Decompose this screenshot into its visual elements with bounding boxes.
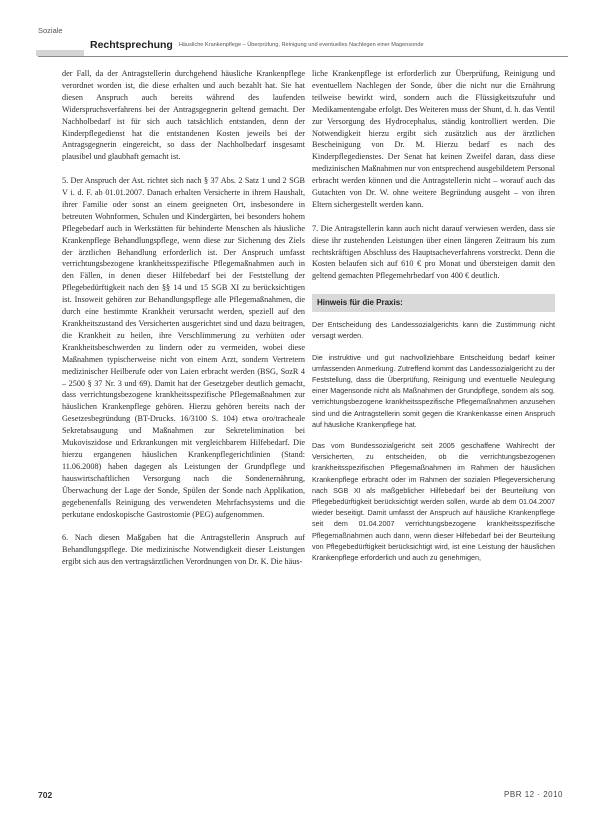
note-paragraph: Der Entscheidung des Landessozialgerichts kann die Zustimmung nicht versagt werden. xyxy=(312,320,555,341)
practice-note-body xyxy=(312,312,555,563)
paragraph: 7. Die Antragstellerin kann auch nicht darauf verwiesen werden, dass sie diese ihr zustehenden Leistungen über einen längeren Zeitraum bis zum rechtskräftigen Abschluss des Hauptsacheverfahrens vorstreckt. Denn die Kosten belaufen sich auf 610 € pro Monat und übersteigen damit den geltend gemachten Pflegemehrbedarf von 400 € deutlich. xyxy=(312,223,555,281)
page-number: 702 xyxy=(38,790,53,800)
paragraph: der Fall, da der Antragstellerin durchgehend häusliche Krankenpflege verordnet worden ist, die diese erhalten und auch bezahlt hat. Sie hat diesen Anspruch auch bereits während des laufenden Widerspruchsverfahrens bei der Antragsgegnerin geltend gemacht. Der Nachholbedarf ist für sich auch tatsächlich entstanden, denn der Kinderpflegedienst hat die entstandenen Kosten jeweils bei der Antragsgegnerin eingereicht, so dass der Nachholbedarf insgesamt plausibel und glaubhaft gemacht ist. xyxy=(62,69,305,162)
section-label: Soziale xyxy=(38,26,63,35)
practice-note-box xyxy=(312,294,555,563)
paragraph: 5. Der Anspruch der Ast. richtet sich nach § 37 Abs. 2 Satz 1 und 2 SGB V i. d. F. ab 01.01.2007. Danach erhalten Versicherte in ihrem Haushalt, ihrer Familie oder sonst an einem geeigneten Ort, insbesondere in betreuten Wohnformen, Schulen und Kindergärten, bei besonders hohem Pflegebedarf auch in Werkstätten für behinderte Menschen als häusliche Krankenpflege Behandlungspflege, wenn diese zur Sicherung des Ziels der ärztlichen Behandlung erforderlich ist. Der Anspruch umfasst verrichtungsbezogene krankheitsspezifische Pflegemaßnahmen auch in den Fällen, in denen dieser Hilfebedarf bei der Feststellung der Pflegebedürftigkeit nach den §§ 14 und 15 SGB XI zu berücksichtigen ist. Insoweit gehören zur Behandlungspflege alle Pflegemaßnahmen, die durch eine bestimmte Krankheit verursacht werden, speziell auf den Krankheitszustand des Versicherten ausgerichtet sind und dazu beitragen, die Krankheit zu heilen, ihre Verschlimmerung zu verhüten oder Krankheitsbeschwerden zu lindern oder zu vermeiden, wobei diese Maßnahmen typischerweise nicht von einem Arzt, sondern Vertretern medizinischer Heilberufe oder von Laien erbracht werden (BSG, SozR 4 – 2500 § 37 Nr. 3 und 69). Damit hat der Gesetzgeber deutlich gemacht, dass verrichtungsbezogene krankheitsspezifische Pflegemaßnahmen zur häuslichen Krankenpflege gehören. Hierzu gehören bereits nach der Gesetzesbegründung (BT-Drucks. 16/3100 S. 104) etwa oro/tracheale Sekretabsaugung und Maßnahmen zur Sekretelimination bei Mukoviszidose und Erkrankungen mit vergleichbarem Hilfebedarf. Die hierzu ergangenen häuslichen Krankenpflegerichtlinien (Stand: 11.06.2008) haben dagegen als Leistungen der Grundpflege und hauswirtschaftlichen Versorgung nach die Sondenernährung, Überwachung der Lage der Sonde, Spülen der Sonde nach Applikation, gegebenenfalls Reinigung des verwendeten Mehrfachsystems und die perkutane endoskopische Gastrostomie (PEG) aufgenommen. xyxy=(62,176,305,519)
note-paragraph: Das vom Bundessozialgericht seit 2005 geschaffene Wahlrecht der Versicherten, zu entscheiden, ob die verrichtungsbezogenen krankheitsspezifischen Pflegemaßnahmen im Rahmen der häuslichen Krankenpflege erbracht oder im Rahmen der sozialen Pflegeversicherung nach SGB XI als maßgeblicher Hilfebedarf bei der Beurteilung von Pflegebedürftigkeit berücksichtigt werden sollen, wurde ab dem 01.04.2007 wieder beseitigt. Damit umfasst der Anspruch auf häusliche Krankenpflege seit dem 01.04.2007 verrichtungsbezogene krankheitsspezifische Pflegemaßnahmen auch dann, wenn dieser Hilfebedarf bei der Beurteilung von Pflegebedürftigkeit berücksichtigt wird, ist eine Leistung der häuslichen Krankenpflege erforderlich und auch zu genehmigen, xyxy=(312,440,555,562)
journal-issue: PBR 12 · 2010 xyxy=(504,790,563,799)
left-column xyxy=(62,68,305,580)
practice-note-title: Hinweis für die Praxis: xyxy=(312,294,555,312)
page-header xyxy=(38,38,568,52)
paragraph: 6. Nach diesen Maßgaben hat die Antragstellerin Anspruch auf Behandlungspflege. Die medizinische Notwendigkeit dieser Leistungen ergibt sich aus den vertragsärztlichen Verordnungen von Dr. K. Die häus- xyxy=(62,533,305,567)
header-title: Rechtsprechung xyxy=(90,39,173,51)
header-subtitle: Häusliche Krankenpflege – Überprüfung, Reinigung und eventuelles Nachlegen einer Magensonde xyxy=(178,42,424,48)
paragraph: liche Krankenpflege ist erforderlich zur Überprüfung, Reinigung und eventuellem Nachlegen der Sonde, über die nicht nur die Ernährung teilweise bewirkt wird, sondern auch die Flüssigkeitszufuhr und Medikamentengabe erfolgt. Des Weiteren muss der Shunt, d. h. das Ventil zur Versorgung des Hydrocephalus, ständig kontrolliert werden. Die Notwendigkeit hierzu ergibt sich zusätzlich aus der ärztlichen Bescheinigung von Dr. M. Hierzu bedarf es nach des Kinderpflegedienstes. Der Senat hat keinen Zweifel daran, dass diese medizinischen Maßnahmen nur von entsprechend ausgebildetem Personal erbracht werden können und die Antragstellerin nicht – worauf auch das Gutachten von Dr. W. ohne weitere Begründung ausgeht – von ihren Eltern sichergestellt werden kann. xyxy=(312,69,555,209)
header-divider xyxy=(38,56,568,57)
note-paragraph: Die instruktive und gut nachvollziehbare Entscheidung bedarf keiner umfassenden Anmerkung. Zutreffend kommt das Landessozialgericht zu der Feststellung, dass die Überprüfung, Reinigung und eventuelle Neulegung einer Magensonde nicht als Maßnahmen der Grundpflege, sondern als sog. verrichtungsbezogene krankheitsspezifische Pflegemaßnahmen anzusehen sind und die Antragstellerin somit gegen die Krankenkasse einen Anspruch auf häusliche Krankenpflege hat. xyxy=(312,352,555,429)
right-column xyxy=(312,68,555,573)
